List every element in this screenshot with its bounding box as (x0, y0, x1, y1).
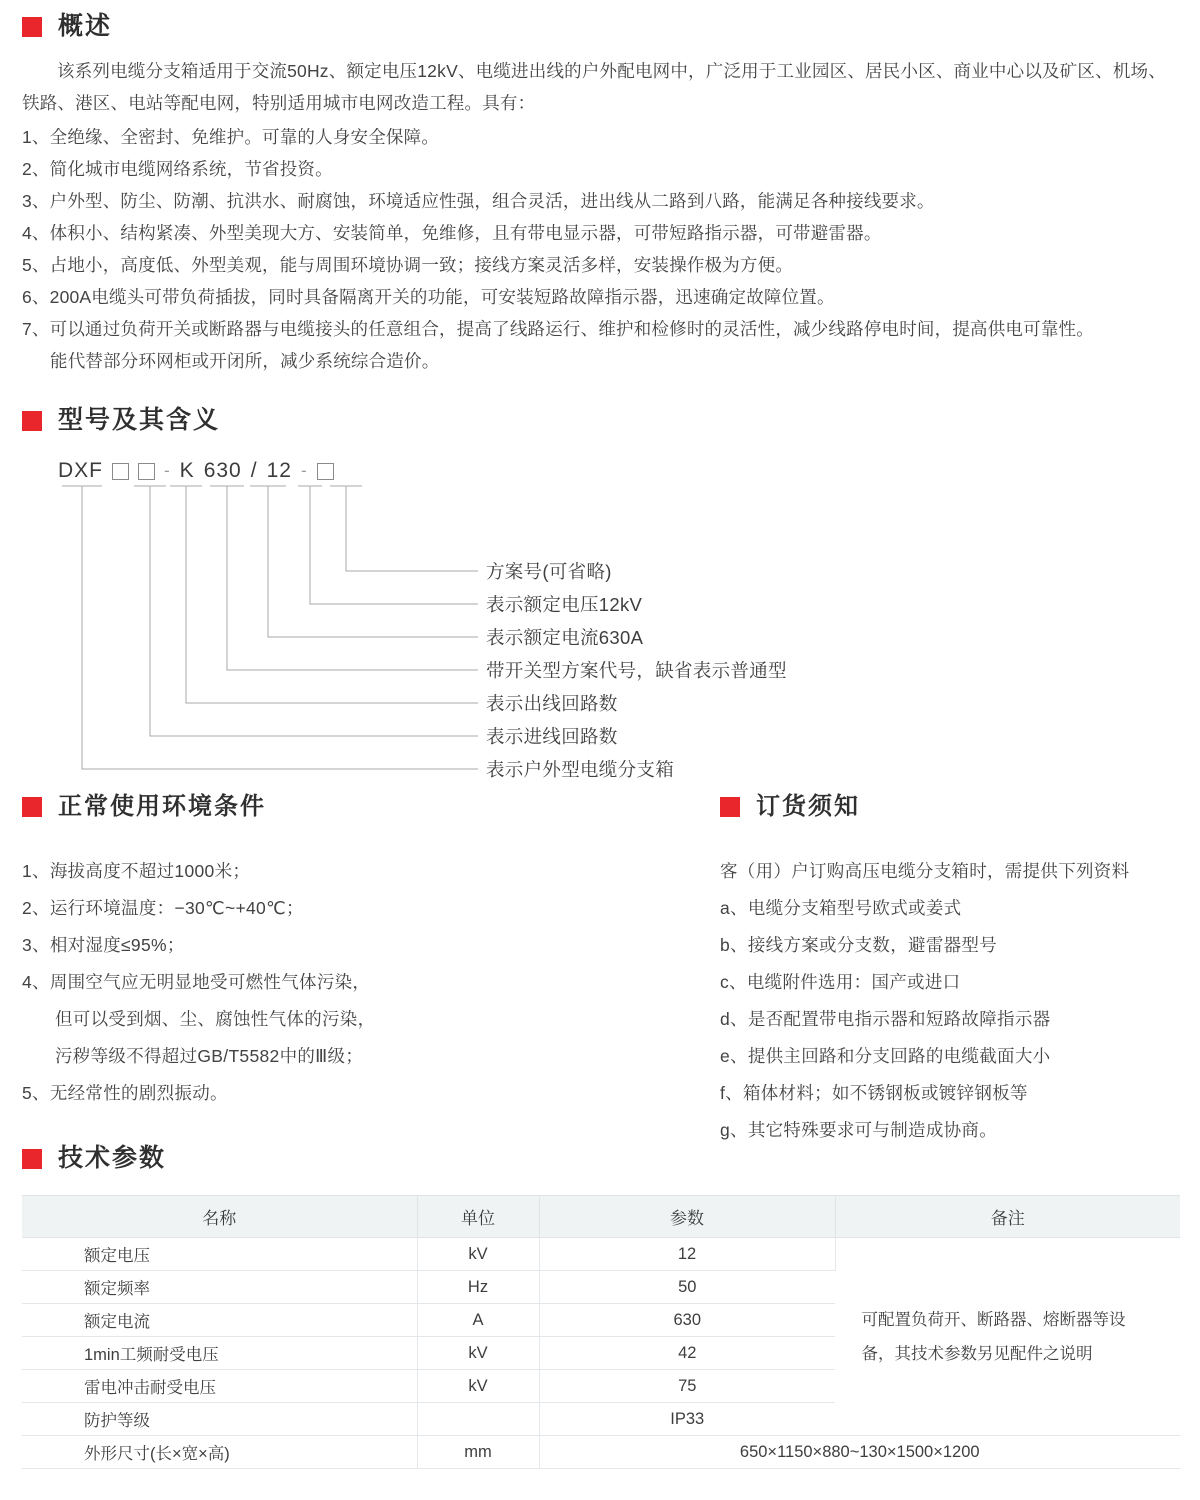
table-body (22, 1238, 1180, 1469)
order-item-f: f、箱体材料；如不锈钢板或镀锌钢板等 (720, 1083, 1028, 1103)
overview-item-2: 2、简化城市电缆网络系统，节省投资。 (22, 159, 333, 179)
cell-name-lightning-impulse-withstand: 雷电冲击耐受电压 (22, 1370, 417, 1403)
code-dash-2: - (300, 461, 308, 480)
cell-name-protection-degree: 防护等级 (22, 1403, 417, 1436)
leader-label-outdoor-branch-box: 表示户外型电缆分支箱 (486, 759, 675, 780)
order-lead-text: 客（用）户订购高压电缆分支箱时，需提供下列资料 (720, 861, 1130, 881)
cell-name-rated-current: 额定电流 (22, 1304, 417, 1337)
condition-item-4-sub-2 (22, 1038, 642, 1075)
cell-value-overall-dimensions: 650×1150×880~130×1500×1200 (539, 1436, 1180, 1469)
overview-item-4: 4、体积小、结构紧凑、外型美现大方、安装简单，免维修，且有带电显示器，可带短路指示器，可带避雷器。 (22, 223, 882, 243)
order-item-a: a、电缆分支箱型号欧式或姜式 (720, 898, 962, 918)
order-title: 订货须知 (756, 793, 860, 820)
table-row (22, 1238, 1180, 1271)
condition-item-4-sub-2-text: 污秽等级不得超过GB/T5582中的Ⅲ级； (55, 1046, 364, 1066)
overview-item-5: 5、占地小，高度低、外型美观，能与周围环境协调一致；接线方案灵活多样，安装操作极为方便。 (22, 255, 794, 275)
order-item-d: d、是否配置带电指示器和短路故障指示器 (720, 1009, 1051, 1029)
order-item-c: c、电缆附件选用：国产或进口 (720, 972, 961, 992)
cell-name-rated-voltage: 额定电压 (22, 1238, 417, 1271)
cell-unit-power-frequency-withstand: kV (417, 1337, 539, 1370)
red-square-marker-icon (22, 1149, 42, 1169)
overview-item-7-continued (22, 345, 1180, 377)
condition-item-3: 3、相对湿度≤95%； (22, 935, 185, 955)
leader-label-outlet-circuits: 表示出线回路数 (486, 693, 618, 714)
leader-lines-group (22, 457, 822, 787)
model-title: 型号及其含义 (58, 406, 221, 434)
tech-table-wrapper (22, 1195, 1182, 1469)
technical-parameters-table (22, 1195, 1180, 1469)
order-item-e: e、提供主回路和分支回路的电缆截面大小 (720, 1046, 1051, 1066)
section-overview (22, 14, 1182, 377)
code-slash: / (250, 459, 258, 482)
header-note: 备注 (835, 1196, 1180, 1238)
condition-item-4-sub-1-text: 但可以受到烟、尘、腐蚀性气体的污染， (55, 1009, 376, 1029)
cell-unit-rated-current: A (417, 1304, 539, 1337)
cell-name-power-frequency-withstand: 1min工频耐受电压 (22, 1337, 417, 1370)
leader-label-rated-voltage: 表示额定电压12kV (486, 594, 643, 615)
leader-path-4 (227, 486, 478, 670)
cell-unit-rated-voltage: kV (417, 1238, 539, 1271)
order-item-g: g、其它特殊要求可与制造成协商。 (720, 1120, 998, 1140)
overview-heading (22, 14, 1182, 39)
leader-label-switch-scheme-code: 带开关型方案代号，缺省表示普通型 (486, 660, 787, 681)
leader-label-scheme-number: 方案号(可省略) (486, 561, 612, 582)
code-voltage: 12 (266, 459, 292, 482)
cell-unit-overall-dimensions: mm (417, 1436, 539, 1469)
cell-unit-lightning-impulse-withstand: kV (417, 1370, 539, 1403)
overview-item-1: 1、全绝缘、全密封、免维护。可靠的人身安全保障。 (22, 127, 440, 147)
leader-path-3 (268, 486, 478, 637)
cell-value-protection-degree: IP33 (539, 1403, 835, 1436)
red-square-marker-icon (720, 797, 740, 817)
leader-path-7 (82, 486, 478, 769)
condition-item-5: 5、无经常性的剧烈振动。 (22, 1083, 228, 1103)
red-square-marker-icon (22, 17, 42, 37)
code-dash-1: - (164, 461, 171, 480)
order-item-b: b、接线方案或分支数，避雷器型号 (720, 935, 998, 955)
red-square-marker-icon (22, 411, 42, 431)
header-name: 名称 (22, 1196, 417, 1238)
header-value: 参数 (539, 1196, 835, 1238)
section-model-designation (22, 408, 1182, 787)
condition-item-1: 1、海拔高度不超过1000米； (22, 861, 251, 881)
overview-title: 概述 (58, 12, 113, 40)
header-unit: 单位 (417, 1196, 539, 1238)
cell-value-rated-voltage: 12 (539, 1238, 835, 1271)
section-technical-parameters (22, 1146, 1182, 1469)
leader-path-6 (150, 486, 478, 736)
overview-body (22, 55, 1180, 377)
tech-heading (22, 1146, 1182, 1171)
section-ordering-notice (720, 795, 1190, 1149)
cell-value-rated-current: 630 (539, 1304, 835, 1337)
cell-name-rated-frequency: 额定频率 (22, 1271, 417, 1304)
order-list (720, 853, 1190, 1149)
cell-value-rated-frequency: 50 (539, 1271, 835, 1304)
code-letter-k: K (179, 459, 195, 482)
model-diagram (22, 457, 822, 787)
table-header (22, 1196, 1180, 1238)
leader-path-1 (346, 486, 478, 571)
overview-item-3: 3、户外型、防尘、防潮、抗洪水、耐腐蚀，环境适应性强，组合灵活，进出线从二路到八路，能满足各种接线要求。 (22, 191, 935, 211)
cell-note-remarks: 可配置负荷开、断路器、熔断器等设备，其技术参数另见配件之说明 (835, 1238, 1180, 1436)
section-operating-conditions (22, 795, 642, 1112)
overview-item-7: 7、可以通过负荷开关或断路器与电缆接头的任意组合，提高了线路运行、维护和检修时的灵活性，减少线路停电时间，提高供电可靠性。 (22, 319, 1094, 339)
cell-value-power-frequency-withstand: 42 (539, 1337, 835, 1370)
conditions-title: 正常使用环境条件 (58, 793, 266, 820)
leader-label-inlet-circuits: 表示进线回路数 (486, 726, 618, 747)
code-current: 630 (203, 459, 242, 482)
table-row (22, 1436, 1180, 1469)
cell-unit-protection-degree (417, 1403, 539, 1436)
model-heading (22, 408, 1182, 433)
leader-label-rated-current: 表示额定电流630A (486, 627, 644, 648)
condition-item-2: 2、运行环境温度：−30℃~+40℃； (22, 898, 304, 918)
code-prefix: DXF (58, 459, 103, 482)
overview-item-7-cont-text: 能代替部分环网柜或开闭所，减少系统综合造价。 (50, 351, 440, 371)
overview-item-6: 6、200A电缆头可带负荷插拔，同时具备隔离开关的功能，可安装短路故障指示器，迅速确定故障位置。 (22, 287, 835, 307)
tech-title: 技术参数 (58, 1144, 167, 1172)
order-heading (720, 795, 1190, 819)
overview-paragraph: 该系列电缆分支箱适用于交流50Hz、额定电压12kV、电缆进出线的户外配电网中，广泛用于工业园区、居民小区、商业中心以及矿区、机场、铁路、港区、电站等配电网，特别适用城市电网改造工程。具有： (22, 61, 1166, 113)
conditions-list (22, 853, 642, 1112)
condition-item-4: 4、周围空气应无明显地受可燃性气体污染， (22, 972, 371, 992)
cell-unit-rated-frequency: Hz (417, 1271, 539, 1304)
condition-item-4-sub-1 (22, 1001, 642, 1038)
cell-value-lightning-impulse-withstand: 75 (539, 1370, 835, 1403)
table-header-row (22, 1196, 1180, 1238)
leader-path-2 (310, 486, 478, 604)
conditions-heading (22, 795, 642, 819)
red-square-marker-icon (22, 797, 42, 817)
cell-name-overall-dimensions: 外形尺寸(长×宽×高) (22, 1436, 417, 1469)
